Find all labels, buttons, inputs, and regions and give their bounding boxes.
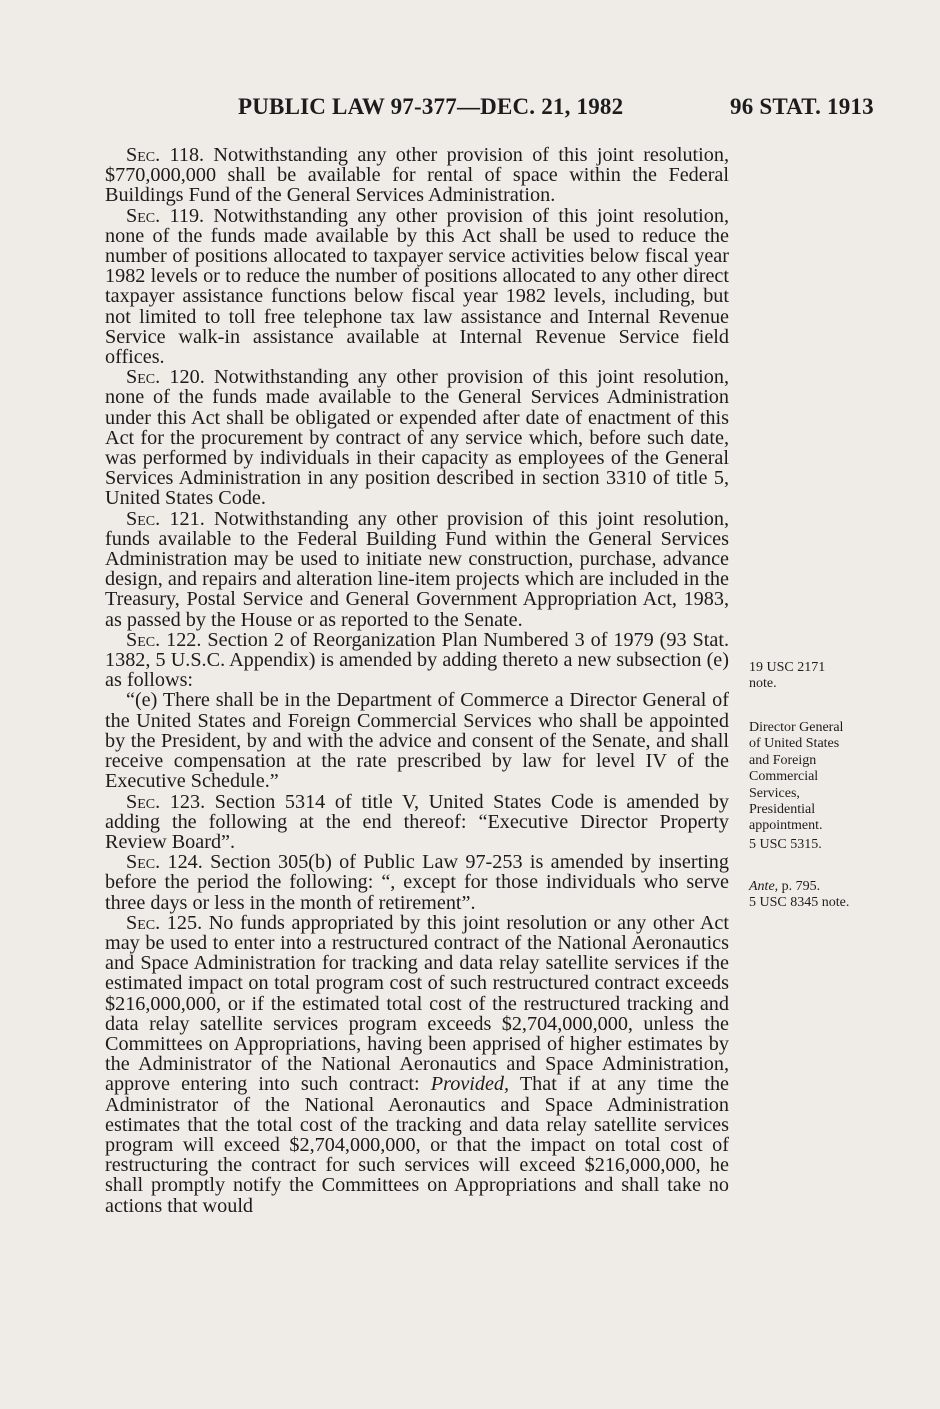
margin-note-line: Presidential [749,802,816,818]
paragraph-text: 122. Section 2 of Reorganization Plan Numbered 3 of 1979 (93 Stat. 1382, 5 U.S.C. Appendix) is amended by adding thereto a new subsection (e) as follows: [105,628,729,692]
section-label: Sec. [126,507,161,530]
section-label: Sec. [126,628,161,651]
paragraph-text: 124. Section 305(b) of Public Law 97-253 is amended by inserting before the period the following: “, except for those individuals who serve three days or less in the month of retirement”. [105,851,729,914]
margin-note-19-usc-2171 [749,660,919,693]
paragraph-text: 120. Notwithstanding any other provision of this joint resolution, none of the funds made available to the General Services Administration under this Act shall be obligated or expended after date of enactment of this Act for the procurement by contract of any service which, before such date, was performed by individuals in their capacity as employees of the General Services Administration in any position described in section 3310 of title 5, United States Code. [105,366,729,510]
margin-note-line: 19 USC 2171 [749,660,826,675]
margin-note-ante-p795 [749,879,919,912]
paragraph-text: 118. Notwithstanding any other provision of this joint resolution, $770,000,000 shall be available for rental of space within the Federal Buildings Fund of the General Services Administration. [105,144,729,207]
section-121-paragraph [105,509,729,630]
paragraph-text: 125. No funds appropriated by this joint resolution or any other Act may be used to enter into a restructured contract of the National Aeronautics and Space Administration for tracking and data relay satellite services if the estimated impact on total program cost of such restructured contract exceeds $216,000,000, or if the estimated total cost of the restructured tracking and data relay satellite services program exceeds $2,704,000,000, unless the Committees on Appropriations, having been apprised of higher estimates by the Administrator of the National Aeronautics and Space Administration, approve entering into such contract: [105,911,729,1096]
running-header-title: PUBLIC LAW 97-377—DEC. 21, 1982 [238,94,624,119]
section-120-paragraph [105,367,729,508]
running-header-stat-page: 96 STAT. 1913 [730,94,874,119]
paragraph-text: 121. Notwithstanding any other provision of this joint resolution, funds available to the Federal Building Fund within the General Services Administration may be used to initiate new construction, purchase, advance design, and repairs and alteration line-item projects which are included in the Treasury, Postal Service and General Government Appropriation Act, 1983, as passed by the House or as reported to the Senate. [105,507,729,631]
ante-page: p. 795. [778,879,821,894]
section-124-paragraph [105,852,729,913]
provided-proviso: Provided, [430,1073,510,1096]
section-label: Sec. [126,851,161,874]
margin-note-line: appointment. [749,818,823,834]
margin-note-line: Director General [749,720,844,735]
margin-note-line: 5 USC 5315. [749,836,822,852]
section-label: Sec. [126,204,161,227]
margin-note-line: note. [749,676,777,692]
margin-note-line: 5 USC 8345 note. [749,895,850,911]
subsection-e-quote [105,690,729,791]
statute-body [105,145,729,1216]
margin-note-line: and Foreign [749,752,817,768]
margin-note-line: Services, [749,785,800,801]
margin-note-director-general [749,720,919,853]
paragraph-text: 119. Notwithstanding any other provision of this joint resolution, none of the funds made available by this Act shall be used to reduce the number of positions allocated to taxpayer service activities below fiscal year 1982 levels or to reduce the number of positions allocated to any other direct taxpayer assistance functions below fiscal year 1982 levels, including, but not limited to toll free telephone tax law assistance and Internal Revenue Service walk-in assistance available at Internal Revenue Service field offices. [105,204,729,369]
section-label: Sec. [126,790,161,813]
section-118-paragraph [105,145,729,206]
paragraph-text: 123. Section 5314 of title V, United States Code is amended by adding the following at the end thereof: “Executive Director Property Review Board”. [105,790,729,853]
section-123-paragraph [105,792,729,853]
paragraph-text: “(e) There shall be in the Department of Commerce a Director General of the United States and Foreign Commercial Services who shall be appointed by the President, by and with the advice and consent of the Senate, and shall receive compensation at the rate prescribed by law for level IV of the Executive Schedule.” [105,689,729,793]
section-label: Sec. [126,366,161,389]
section-125-paragraph [105,913,729,1216]
paragraph-text: That if at any time the Administrator of the National Aeronautics and Space Administration estimates that the total cost of the tracking and data relay satellite services program will exceed $2,704,000,000, or that the impact on total cost of restructuring the contract for such services will exceed $216,000,000, he shall promptly notify the Committees on Appropriations and shall take no actions that would [105,1073,729,1217]
section-122-paragraph [105,630,729,691]
margin-note-line [749,879,919,895]
margin-note-line: of United States [749,736,840,752]
section-119-paragraph [105,206,729,368]
margin-note-line: Commercial [749,769,819,785]
section-label: Sec. [126,144,161,166]
section-label: Sec. [126,911,161,934]
ante-label: Ante, [749,879,779,894]
